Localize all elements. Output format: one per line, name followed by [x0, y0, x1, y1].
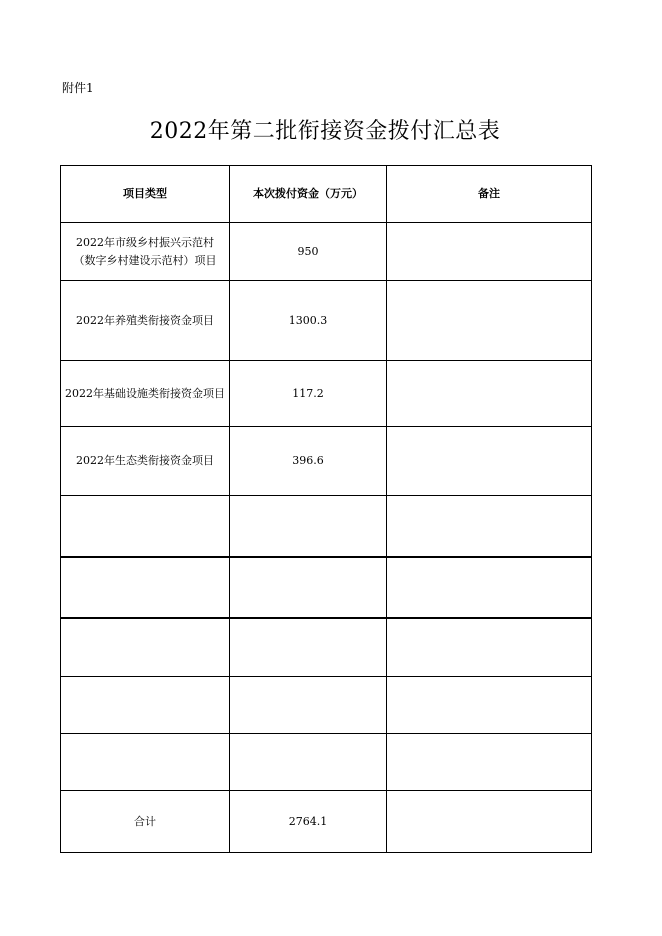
table-total-row — [61, 791, 592, 853]
row-project-type — [61, 281, 230, 361]
total-amount: 2764.1 — [230, 791, 387, 853]
row-amount: 1300.3 — [230, 281, 387, 361]
header-remark: 备注 — [387, 166, 592, 223]
table-row — [61, 361, 592, 427]
table-row — [61, 427, 592, 496]
table-row — [61, 223, 592, 281]
table-row — [61, 734, 592, 791]
row-project-type-line1: 2022年市级乡村振兴示范村 — [76, 235, 214, 249]
row-remark — [387, 557, 592, 618]
row-project-type — [61, 496, 230, 557]
row-amount: 396.6 — [230, 427, 387, 496]
row-amount — [230, 734, 387, 791]
row-project-type — [61, 618, 230, 677]
row-amount: 950 — [230, 223, 387, 281]
row-amount — [230, 557, 387, 618]
table-row — [61, 496, 592, 557]
row-project-type — [61, 427, 230, 496]
row-project-type — [61, 677, 230, 734]
total-label: 合计 — [61, 791, 230, 853]
row-amount: 117.2 — [230, 361, 387, 427]
table-row — [61, 281, 592, 361]
total-remark — [387, 791, 592, 853]
row-project-type — [61, 223, 230, 281]
row-remark — [387, 361, 592, 427]
summary-table — [60, 165, 592, 853]
table-row — [61, 618, 592, 677]
row-amount — [230, 618, 387, 677]
attachment-label: 附件1 — [62, 81, 94, 95]
row-project-type — [61, 734, 230, 791]
header-amount: 本次拨付资金（万元） — [230, 166, 387, 223]
row-amount — [230, 496, 387, 557]
row-remark — [387, 734, 592, 791]
row-remark — [387, 281, 592, 361]
document-title: 2022年第二批衔接资金拨付汇总表 — [149, 119, 501, 144]
row-project-type — [61, 361, 230, 427]
table-row — [61, 557, 592, 618]
table-row — [61, 677, 592, 734]
table-header-row — [61, 166, 592, 223]
row-remark — [387, 223, 592, 281]
row-remark — [387, 496, 592, 557]
row-amount — [230, 677, 387, 734]
row-project-type-line1: 2022年生态类衔接资金项目 — [76, 454, 214, 467]
row-remark — [387, 427, 592, 496]
row-remark — [387, 618, 592, 677]
row-project-type-line1: 2022年基础设施类衔接资金项目 — [65, 386, 225, 400]
row-project-type — [61, 557, 230, 618]
row-project-type-line1: 2022年养殖类衔接资金项目 — [76, 313, 214, 327]
header-project-type: 项目类型 — [61, 166, 230, 223]
row-project-type-line2: （数字乡村建设示范村）项目 — [73, 253, 217, 267]
row-remark — [387, 677, 592, 734]
